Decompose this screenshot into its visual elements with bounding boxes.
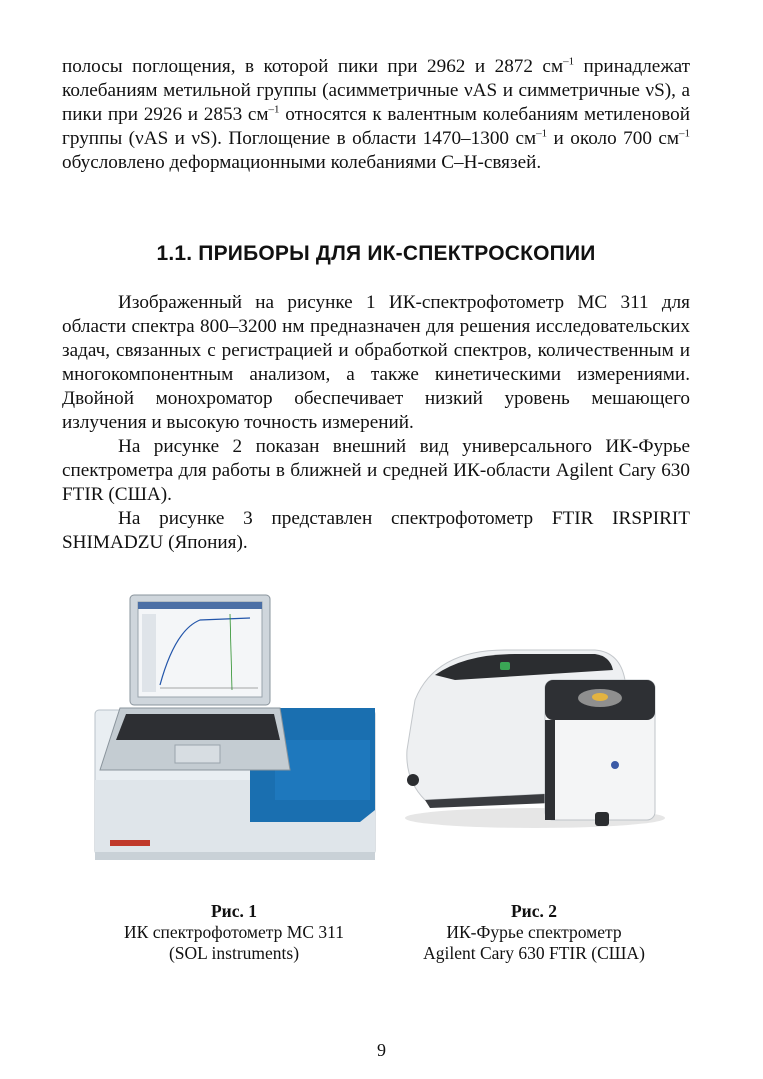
intro-paragraph: [62, 55, 690, 175]
intro-sup-3: –1: [536, 127, 548, 140]
intro-sup-2: –1: [268, 103, 280, 116]
intro-text-3: относятся к валентным колебаниям метиленовой группы (νAS и νS). Поглощение в области 1470–1300 см: [62, 104, 690, 149]
intro-text-5: обусловлено деформационными колебаниями С–Н-связей.: [62, 152, 542, 173]
figure-2-ftir-spectrometer-image: [395, 640, 670, 835]
section-heading: 1.1. ПРИБОРЫ ДЛЯ ИК-СПЕКТРОСКОПИИ: [156, 242, 596, 265]
intro-sup-4: –1: [679, 127, 690, 140]
intro-sup-1: –1: [563, 55, 575, 68]
body-paragraph-2: На рисунке 2 показан внешний вид универсального ИК-Фурье спектрометра для работы в ближней и средней ИК-области Agilent Cary 630 FTIR (США).: [62, 436, 690, 505]
intro-text-2: принадлежат колебаниям метильной группы (асимметричные νAS и симметричные νS), а пики при 2926 и 2853 см: [62, 56, 690, 125]
figure-1-number: Рис. 1: [210, 901, 258, 921]
figure-2-title: ИК-Фурье спектрометр: [446, 922, 622, 942]
figure-2-caption: [374, 901, 694, 964]
intro-text-1: полосы поглощения, в которой пики при 2962 и 2872 см: [62, 56, 564, 77]
figure-1-spectrophotometer-image: [90, 590, 380, 870]
section-body: [62, 291, 690, 555]
figure-1-subtitle: (SOL instruments): [168, 943, 300, 963]
figure-2-number: Рис. 2: [510, 901, 558, 921]
intro-text-4: и около 700 см: [547, 128, 679, 149]
figure-1-title: ИК спектрофотометр МС 311: [124, 922, 344, 942]
page-number: 9: [377, 1040, 386, 1060]
body-paragraph-3: На рисунке 3 представлен спектрофотометр FTIR IRSPIRIT SHIMADZU (Япония).: [62, 508, 690, 553]
body-paragraph-1: Изображенный на рисунке 1 ИК-спектрофотометр МС 311 для области спектра 800–3200 нм предназначен для решения исследовательских задач, связанных с регистрацией и обработкой спектров, количественным и многокомпонентным анализом, а также кинетическими измерениями. Двойной монохроматор обеспечивает низкий уровень мешающего излучения и высокую точность измерений.: [62, 292, 690, 433]
figure-2-subtitle: Agilent Cary 630 FTIR (США): [423, 943, 645, 963]
figure-1-caption: [74, 901, 394, 964]
